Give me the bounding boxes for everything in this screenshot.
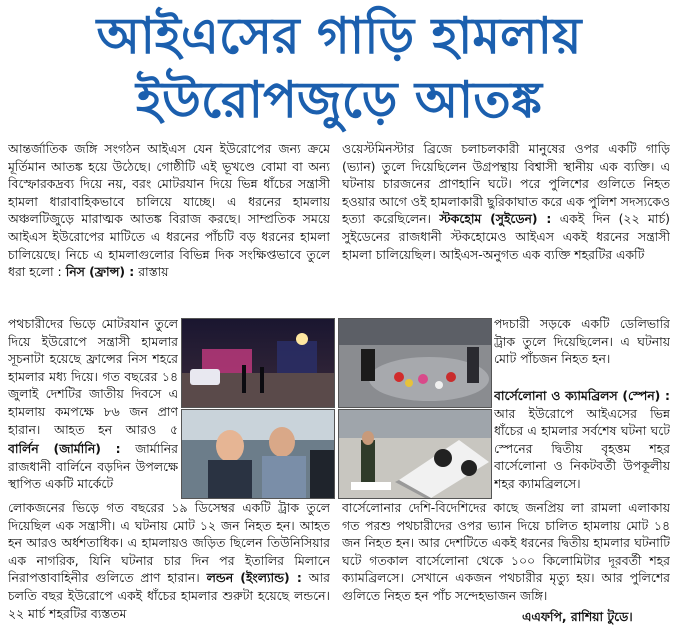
stockholm-continued-paragraph: পদচারী সড়কে একটি ডেলিভারি ট্রাক তুলে দিয়েছিলেন। এ ঘটনায় মোট পাঁচজন নিহত হন।: [494, 316, 670, 367]
photo-barcelona-van: [338, 409, 492, 499]
photo-stockholm-memorial: [338, 318, 492, 408]
source-credit: এএফপি, রাশিয়া টুডে।: [522, 609, 633, 624]
left-bottom-paragraph: লোকজনের ভিড়ে গত বছরের ১৯ ডিসেম্বর একটি ট্রাক তুলে দিয়েছিল এক সন্ত্রাসী। এ ঘটনায় মোট ১২ জন নিহত হন। আহত হন আরও অর্ধশতাধিক। এ হামলায়ও জড়িত ছিলেন তিউনিসিয়ার এক নাগরিক, যিনি ঘটনার চার দিন পর ইতালির মিলানে নিরাপত্তাবাহিনীর গুলিতে প্রাণ হারান। লন্ডন (ইংল্যান্ড) : আর চলতি বছর ইউরোপে একই ধাঁচের হামলার শুরুটা হয়েছে লন্ডনে। ২২ মার্চ শহরটির ব্যস্ততম: [8, 500, 330, 621]
berlin-people-image: [182, 410, 334, 498]
stockholm-memorial-image: [339, 319, 491, 407]
right-top-paragraph: ওয়েস্টমিনস্টার ব্রিজে চলাচলকারী মানুষের ওপর একটি গাড়ি (ভ্যান) তুলে দিয়েছিলেন উগ্রপন্থায় বিশ্বাসী স্থানীয় এক ব্যক্তি। এ ঘটনায় চারজনের প্রাণহানি ঘটে। পরে পুলিশের গুলিতে নিহত হওয়ার আগে ওই হামলাকারী ছুরিকাঘাত করে এক পুলিশ সদস্যকেও হত্যা করেছিলেন। স্টকহোম (সুইডেন) : একই দিন (২২ মার্চ) সুইডেনের রাজধানী স্টকহোমেও আইএস একই ধরনের সন্ত্রাসী হামলা চালিয়েছিল। আইএস-অনুগত এক ব্যক্তি শহরটির একটি: [342, 141, 670, 262]
london-heading: লন্ডন (ইংল্যান্ড) :: [206, 570, 302, 586]
nice-paragraph: পথচারীদের ভিড়ে মোটরযান তুলে দিয়ে ইউরোপে সন্ত্রাসী হামলার সূচনাটা হয়েছে ফ্রান্সের নিস শহরে হামলার মধ্য দিয়ে। গত বছরের ১৪ জুলাই দেশটির জাতীয় দিবসে এ হামলায় কমপক্ষে ৮৬ জন প্রাণ হারান। আহত হন আরও ৫: [8, 316, 178, 437]
berlin-paragraph: বার্লিন (জার্মানি) : জার্মানির রাজধানী বার্লিনে বড়দিন উপলক্ষে স্থাপিত একটি মার্কেটে: [8, 441, 178, 492]
barcelona-paragraph: বার্সেলোনা ও ক্যামব্রিলস (স্পেন) : আর ইউরোপে আইএসের ভিন্ন ধাঁচের এ হামলার সর্বশেষ ঘটনা ঘটে স্পেনের দ্বিতীয় বৃহত্তম শহর বার্সেলোনা ও নিকটবর্তী উপকূলীয় শহর ক্যামব্রিলসে।: [494, 388, 670, 491]
left-intro-paragraph: আন্তর্জাতিক জঙ্গি সংগঠন আইএস যেন ইউরোপের জন্য ক্রমে মূর্তিমান আতঙ্ক হয়ে উঠেছে। গোষ্ঠীটি এই ভূখণ্ডে বোমা বা অন্য বিস্ফোরকদ্রব্য দিয়ে নয়, বরং মোটরযান দিয়ে ভিন্ন ধাঁচের সন্ত্রাসী হামলা ধারাবাহিকভাবে চালিয়ে যাচ্ছে। এ ধরনের হামলায় অঞ্চলটিজুড়ে মারাত্মক আতঙ্ক বিরাজ করছে। সাম্প্রতিক সময়ে আইএস ইউরোপের মাটিতে এ ধরনের পাঁচটি বড় ধরনের হামলা চালিয়েছে। নিচে এ হামলাগুলোর বিভিন্ন দিক সংক্ষিপ্তভাবে তুলে ধরা হলো : নিস (ফ্রান্স) : রাস্তায়: [8, 141, 330, 280]
headline-line-2: ইউরোপজুড়ে আতঙ্ক: [135, 71, 543, 129]
stockholm-heading: স্টকহোম (সুইডেন) :: [439, 211, 552, 227]
barcelona-van-image: [339, 410, 491, 498]
nice-street-scene-image: [182, 319, 334, 407]
nice-heading: নিস (ফ্রান্স) :: [65, 264, 135, 280]
berlin-heading: বার্লিন (জার্মানি) :: [8, 441, 121, 456]
photo-nice-street-night: [181, 318, 335, 408]
barcelona-heading: বার্সেলোনা ও ক্যামব্রিলস (স্পেন) :: [494, 388, 670, 403]
right-bottom-paragraph: বার্সেলোনার দেশি-বিদেশিদের কাছে জনপ্রিয় লা রামলা এলাকায় গত পরশু পথচারীদের ওপর ভ্যান দিয়ে চালিত হামলায় মোট ১৪ জন নিহত হন। আর দেশটিতে একই ধরনের দ্বিতীয় হামলার ঘটনাটি ঘটে গতকাল বার্সেলোনা থেকে ১০০ কিলোমিটার দূরবর্তী শহর ক্যামব্রিলসে। সেখানে একজন পথচারীর মৃত্যু হয়। আর পুলিশের গুলিতে নিহত হন পাঁচ সন্দেহভাজন জঙ্গি।: [342, 500, 670, 603]
headline-line-1: আইএসের গাড়ি হামলায়: [96, 7, 582, 65]
photo-berlin-people: [181, 409, 335, 499]
